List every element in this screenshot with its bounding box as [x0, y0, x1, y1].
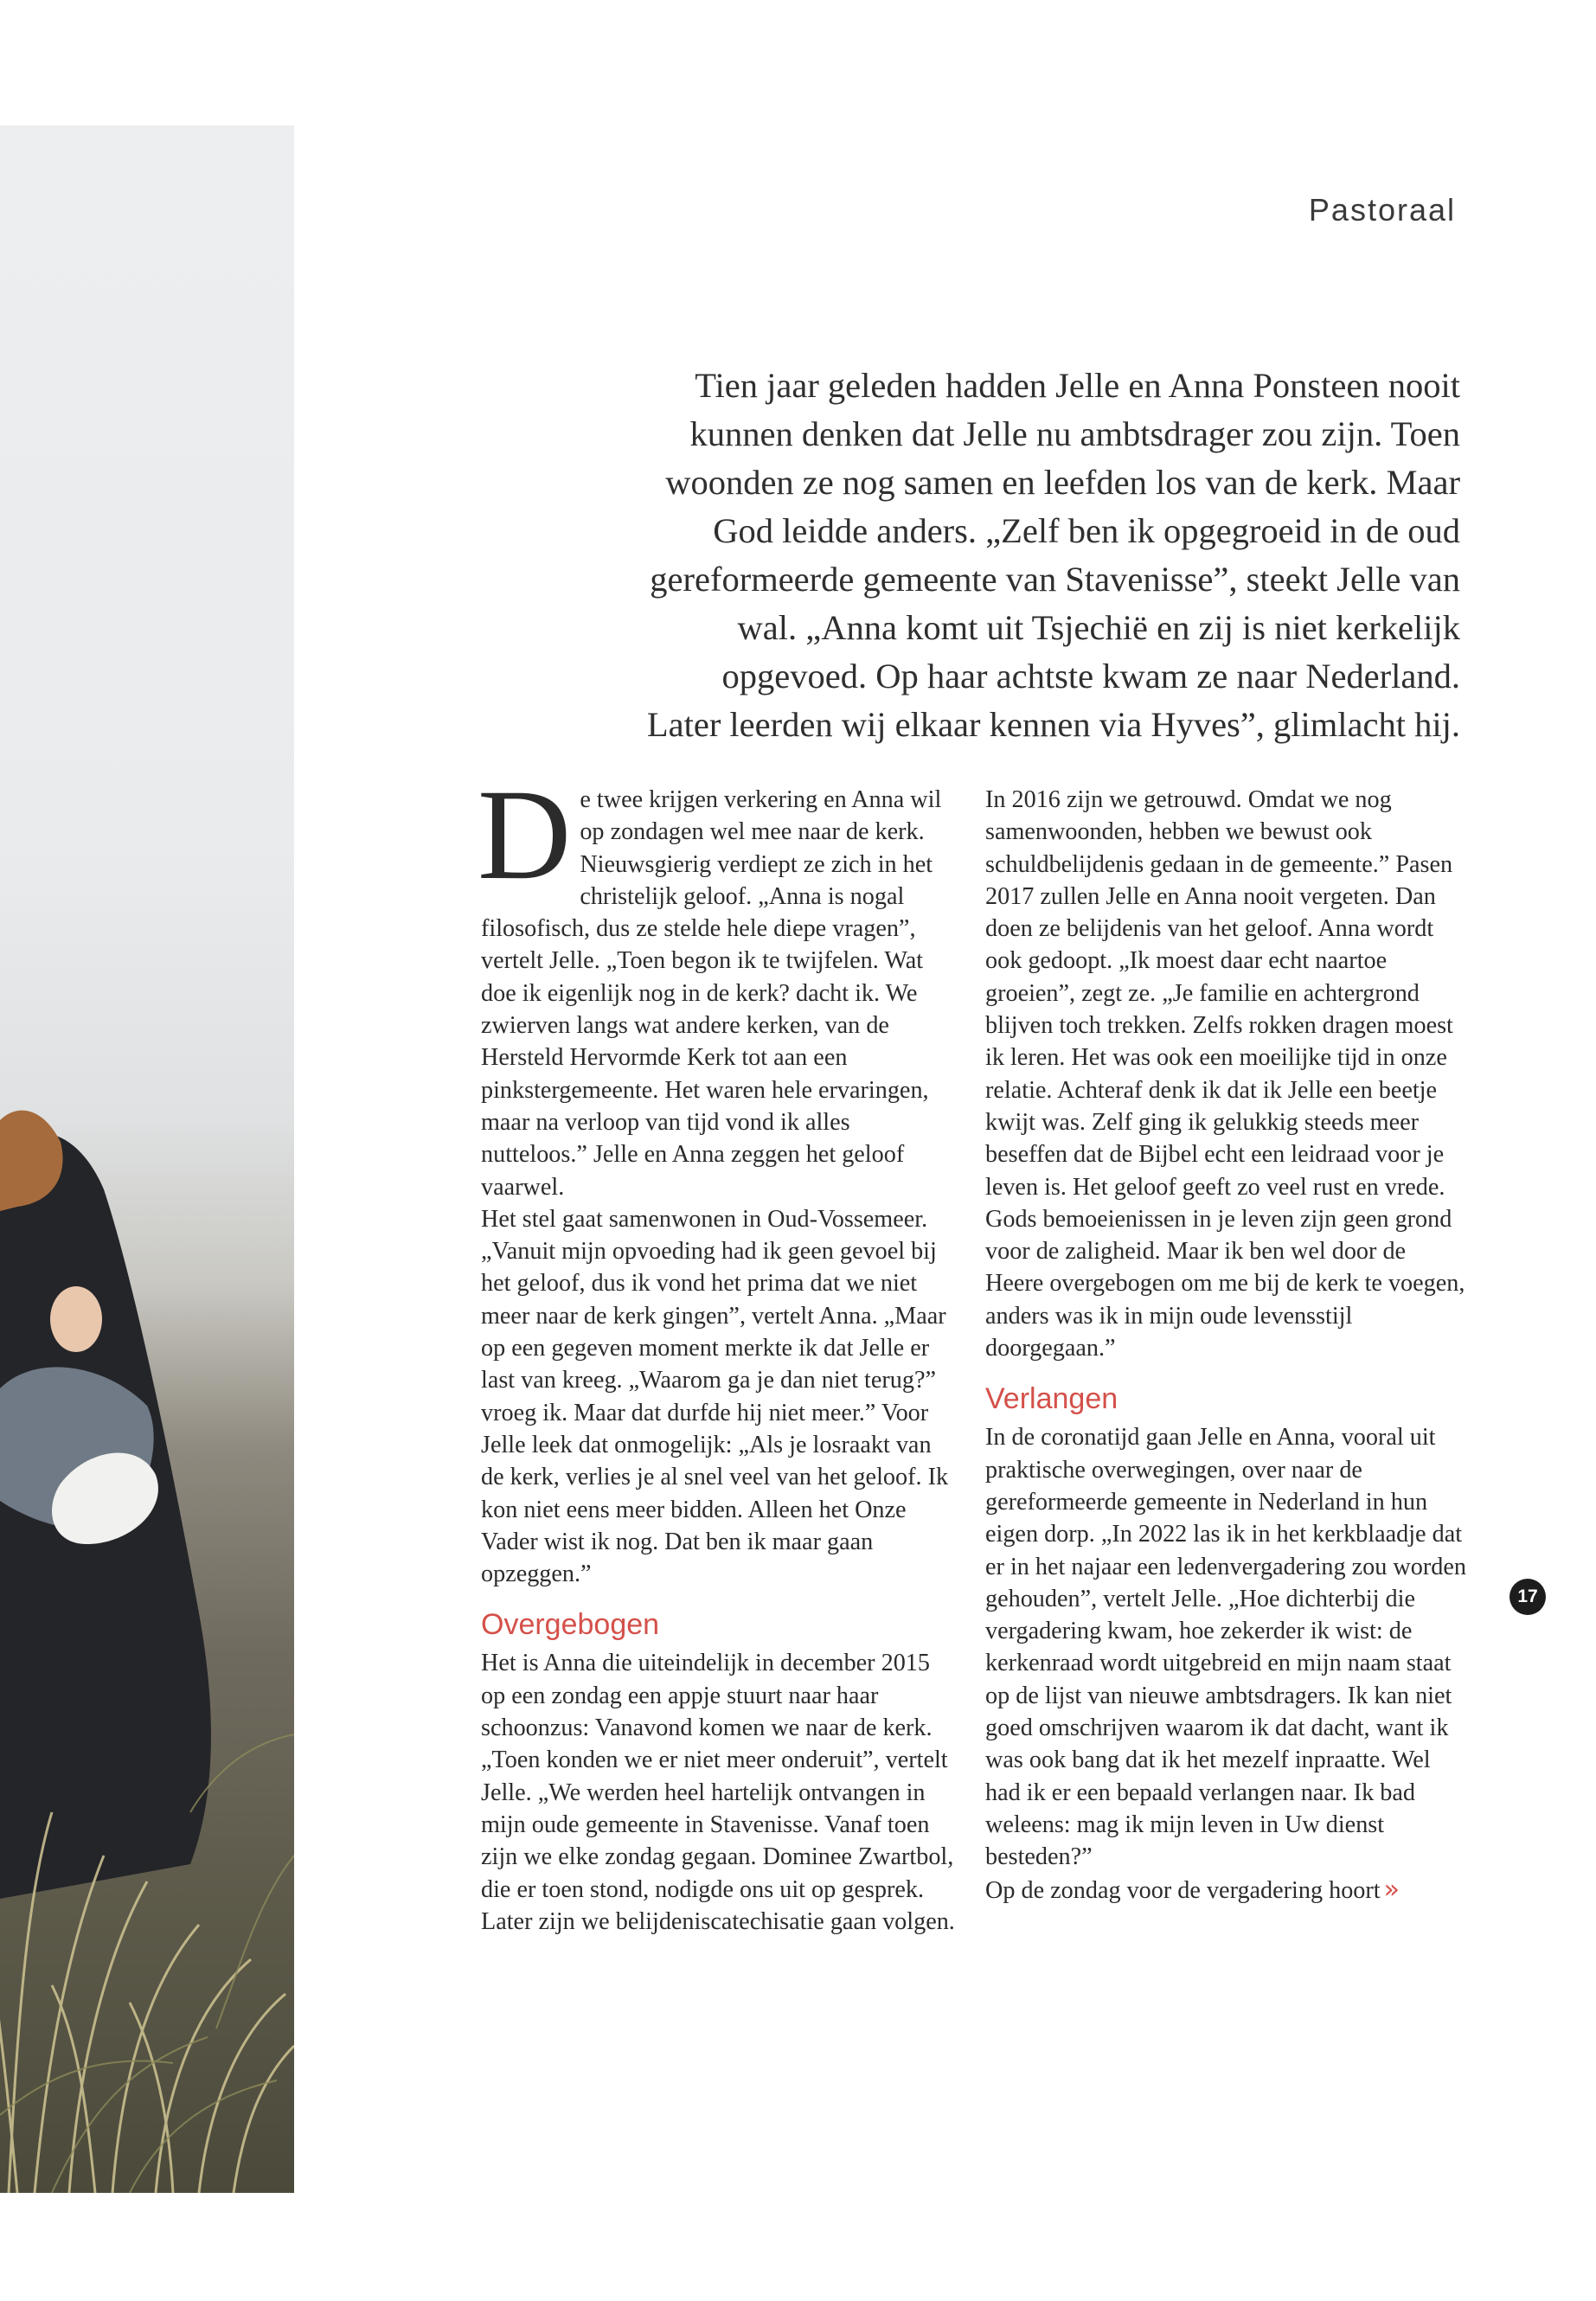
double-chevron-right-icon: » [1383, 1874, 1400, 1905]
article-paragraph [478, 763, 955, 1203]
article-photo [0, 125, 294, 2193]
article-column-right [985, 784, 1470, 1907]
article-paragraph: Het is Anna die uiteindelijk in december 2015 op een zondag een appje stuurt naar haar schoonzus: Vanavond komen we naar de kerk. [481, 1650, 933, 1742]
article-paragraph: „Toen konden we er niet meer onderuit”, vertelt Jelle. „We werden heel hartelijk ontvangen in mijn oude gemeente in Stavenisse. Vanaf toen zijn we elke zondag gegaan. Dominee Zwartbol, die er toen stond, nodigde ons uit op gesprek. Later zijn we belijdeniscatechisatie gaan volgen. [481, 1747, 955, 1935]
paragraph-text: Op de zondag voor de vergadering hoort [985, 1876, 1381, 1904]
page-number-badge: 17 [1509, 1579, 1546, 1615]
section-label: Pastoraal [1308, 192, 1456, 228]
paragraph-text: e twee krijgen verkering en Anna wil op zondagen wel mee naar de kerk. Nieuwsgierig verdiept ze zich in het christelijk geloof. „Anna is nogal filosofisch, dus ze stelde hele diepe vragen”, vertelt Jelle. „Toen begon ik te twijfelen. Wat doe ik eigenlijk nog in de kerk? dacht ik. We zwierven langs wat andere kerken, van de Hersteld Hervormde Kerk tot aan een pinkstergemeente. Het waren hele ervaringen, maar na verloop van tijd vond ik alles nutteloos.” Jelle en Anna zeggen het geloof vaarwel. [481, 786, 942, 1201]
intro-paragraph: Tien jaar geleden hadden Jelle en Anna Ponsteen nooit kunnen denken dat Jelle nu ambtsdrager zou zijn. Toen woonden ze nog samen en leefden los van de kerk. Maar God leidde anders. „Zelf ben ik opgegroeid in de oud gereformeerde gemeente van Stavenisse”, steekt Jelle van wal. „Anna komt uit Tsjechië en zij is niet kerkelijk opgevoed. Op haar achtste kwam ze naar Nederland. Later leerden wij elkaar kennen via Hyves”, glimlacht hij. [646, 366, 1460, 744]
article-paragraph: In 2016 zijn we getrouwd. Omdat we nog samenwoonden, hebben we bewust ook schuldbelijdenis gedaan in de gemeente.” Pasen 2017 zullen Jelle en Anna nooit vergeten. Dan doen ze belijdenis van het geloof. Anna wordt ook gedoopt. „Ik moest daar echt naartoe groeien”, zegt ze. „Je familie en achtergrond blijven toch trekken. Zelfs rokken dragen moest ik leren. Het was ook een moeilijke tijd in onze relatie. Achteraf denk ik dat ik Jelle een beetje kwijt was. Zelf ging ik gelukkig steeds meer beseffen dat de Bijbel echt een leidraad voor je leven is. Het geloof geeft zo veel rust en vrede. Gods bemoeienissen in je leven zijn geen grond voor de zaligheid. Maar ik ben wel door de Heere overgebogen om me bij de kerk te voegen, anders was ik in mijn oude levensstijl doorgegaan.” [985, 786, 1465, 1362]
subheading-overgebogen: Overgebogen [481, 1608, 660, 1642]
drop-cap: D [478, 763, 572, 907]
article-paragraph: Het stel gaat samenwonen in Oud-Vossemeer. „Vanuit mijn opvoeding had ik geen gevoel bij het geloof, dus ik vond het prima dat we niet meer naar de kerk gingen”, vertelt Anna. „Maar op een gegeven moment merkte ik dat Jelle er last van kreeg. „Waarom ga je dan niet terug?” vroeg ik. Maar dat durfde hij niet meer.” Voor Jelle leek dat onmogelijk: „Als je losraakt van de kerk, verlies je al snel veel van het geloof. Ik kon niet eens meer bidden. Alleen het Onze Vader wist ik nog. Dat ben ik maar gaan opzeggen.” [481, 1205, 949, 1588]
article-column-left [478, 763, 955, 1938]
article-paragraph-continued [985, 1874, 1470, 1907]
article-paragraph: In de coronatijd gaan Jelle en Anna, vooral uit praktische overwegingen, over naar de gereformeerde gemeente in Nederland in hun eigen dorp. „In 2022 las ik in het kerkblaadje dat er in het najaar een ledenvergadering zou worden gehouden”, vertelt Jelle. „Hoe dichterbij die vergadering kwam, hoe zekerder ik wist: de kerkenraad wordt uitgebreid en mijn naam staat op de lijst van nieuwe ambtsdragers. Ik kan niet goed omschrijven waarom ik dat dacht, want ik was ook bang dat ik het mezelf inpraatte. Wel had ik er een bepaald verlangen naar. Ik bad weleens: mag ik mijn leven in Uw dienst besteden?” [985, 1424, 1466, 1871]
subheading-verlangen: Verlangen [985, 1382, 1118, 1416]
